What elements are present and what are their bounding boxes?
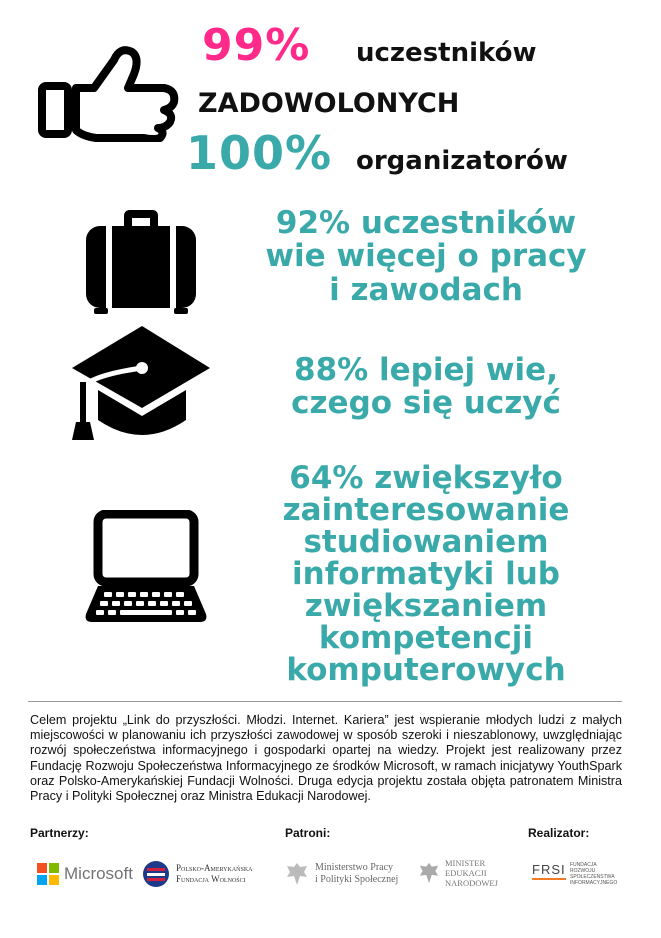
men-name-line1: MINISTER — [445, 858, 486, 868]
stat-computers-line: komputerowych — [286, 651, 566, 688]
divider — [28, 701, 622, 702]
stat-computers-line: zainteresowanie — [282, 491, 570, 528]
eagle-emblem-icon — [285, 861, 309, 887]
frsi-name-line1: FUNDACJA — [570, 862, 597, 868]
satisfied-heading: ZADOWOLONYCH — [198, 88, 460, 119]
organizers-word: organizatorów — [356, 146, 568, 176]
stat-learning-line: czego się uczyć — [291, 385, 561, 422]
pafw-emblem-icon — [142, 860, 170, 888]
participants-percentage: 99% — [202, 20, 311, 71]
stat-learning — [246, 354, 606, 421]
frsi-name-line2: ROZWOJU — [570, 868, 596, 874]
stat-work-line: 92% uczestników — [275, 205, 577, 241]
stat-computers-line: studiowaniem — [303, 523, 549, 560]
microsoft-logo — [37, 862, 133, 886]
stat-work-knowledge — [246, 207, 606, 307]
stat-computers-line: zwiększaniem — [304, 587, 548, 624]
stat-computers — [246, 460, 606, 688]
pafw-logo — [142, 860, 253, 888]
graduation-cap-icon — [70, 324, 212, 442]
briefcase-icon — [84, 208, 198, 314]
stat-work-line: wie więcej o pracy — [265, 238, 587, 275]
mpips-name-line2: i Polityki Społecznej — [315, 874, 399, 885]
thumbs-up-icon — [36, 40, 182, 142]
participants-word: uczestników — [356, 38, 537, 68]
stat-computers-line: informatyki lub — [292, 555, 560, 592]
pafw-name-line2: Fundacja Wolności — [176, 874, 246, 884]
mpips-name-line1: Ministerstwo Pracy — [315, 862, 394, 873]
stat-computers-line: kompetencji — [318, 619, 534, 656]
frsi-name-line3: SPOŁECZEŃSTWA — [570, 874, 615, 880]
men-logo — [418, 858, 498, 888]
microsoft-windows-icon — [37, 863, 59, 885]
frsi-logo — [532, 862, 617, 886]
stat-work-line: i zawodach — [329, 271, 523, 308]
eagle-emblem-icon — [418, 860, 440, 886]
organizers-percentage: 100% — [186, 126, 333, 180]
pafw-name-line1: Polsko-Amerykańska — [176, 863, 253, 873]
partners-label: Partnerzy: — [30, 826, 89, 840]
patrons-label: Patroni: — [285, 826, 331, 840]
organizer-label: Realizator: — [528, 826, 590, 840]
men-name-line2: EDUKACJI — [445, 868, 487, 878]
stat-computers-line: 64% zwiększyło — [289, 460, 563, 496]
frsi-underline — [532, 878, 566, 880]
frsi-name-line4: INFORMACYJNEGO — [570, 880, 618, 886]
stat-learning-line: 88% lepiej wie, — [294, 352, 558, 388]
laptop-icon — [84, 510, 208, 624]
project-description: Celem projektu „Link do przyszłości. Młodzi. Internet. Kariera” jest wspieranie młodych ludzi z małych miejscowości w planowaniu ich przyszłości zawodowej w sposób szeroki i nieszablonowy, uwzględniając rozwój społeczeństwa informacyjnego i gospodarki opartej na wiedzy. Projekt jest realizowany przez Fundację Rozwoju Społeczeństwa Informacyjnego ze środków Microsoft, w ramach inicjatywy YouthSpark oraz Polsko-Amerykańskiej Fundacji Wolności. Druga edycja projektu została objęta patronatem Ministra Pracy i Polityki Społecznej oraz Ministra Edukacji Narodowej. — [30, 713, 622, 804]
microsoft-logo-text: Microsoft — [64, 864, 133, 883]
mpips-logo — [285, 861, 398, 887]
men-name-line3: NARODOWEJ — [445, 878, 498, 888]
frsi-abbr: FRSI — [532, 862, 566, 877]
